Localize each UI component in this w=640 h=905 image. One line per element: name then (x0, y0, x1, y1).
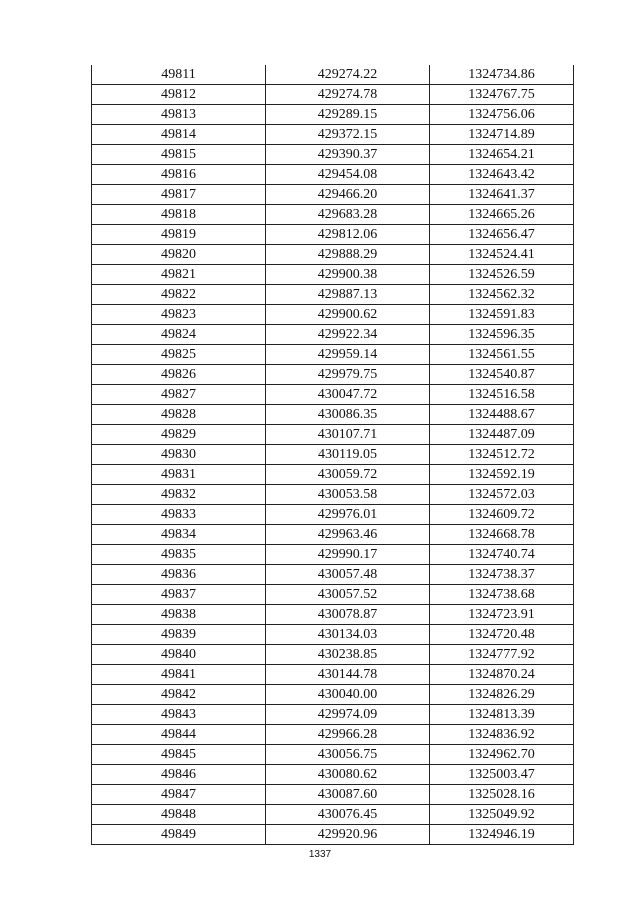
y-coordinate-cell: 1325028.16 (430, 785, 574, 805)
x-coordinate-cell: 430086.35 (266, 405, 430, 425)
x-coordinate-cell: 429454.08 (266, 165, 430, 185)
y-coordinate-cell: 1324562.32 (430, 285, 574, 305)
point-id-cell: 49840 (92, 645, 266, 665)
point-id-cell: 49832 (92, 485, 266, 505)
y-coordinate-cell: 1324756.06 (430, 105, 574, 125)
x-coordinate-cell: 429900.62 (266, 305, 430, 325)
table-row (92, 185, 574, 205)
point-id-cell: 49812 (92, 85, 266, 105)
y-coordinate-cell: 1324596.35 (430, 325, 574, 345)
table-row (92, 605, 574, 625)
y-coordinate-cell: 1324488.67 (430, 405, 574, 425)
y-coordinate-cell: 1324592.19 (430, 465, 574, 485)
x-coordinate-cell: 429812.06 (266, 225, 430, 245)
x-coordinate-cell: 430059.72 (266, 465, 430, 485)
table-row (92, 585, 574, 605)
x-coordinate-cell: 430057.48 (266, 565, 430, 585)
point-id-cell: 49828 (92, 405, 266, 425)
x-coordinate-cell: 429372.15 (266, 125, 430, 145)
y-coordinate-cell: 1324946.19 (430, 825, 574, 845)
point-id-cell: 49842 (92, 685, 266, 705)
x-coordinate-cell: 429976.01 (266, 505, 430, 525)
table-row (92, 65, 574, 85)
point-id-cell: 49833 (92, 505, 266, 525)
point-id-cell: 49848 (92, 805, 266, 825)
y-coordinate-cell: 1324777.92 (430, 645, 574, 665)
point-id-cell: 49838 (92, 605, 266, 625)
point-id-cell: 49819 (92, 225, 266, 245)
point-id-cell: 49816 (92, 165, 266, 185)
table-row (92, 85, 574, 105)
table-row (92, 425, 574, 445)
table-row (92, 285, 574, 305)
point-id-cell: 49820 (92, 245, 266, 265)
table-row (92, 325, 574, 345)
y-coordinate-cell: 1324740.74 (430, 545, 574, 565)
table-row (92, 505, 574, 525)
x-coordinate-cell: 430053.58 (266, 485, 430, 505)
y-coordinate-cell: 1324665.26 (430, 205, 574, 225)
point-id-cell: 49846 (92, 765, 266, 785)
table-row (92, 785, 574, 805)
y-coordinate-cell: 1324720.48 (430, 625, 574, 645)
y-coordinate-cell: 1324561.55 (430, 345, 574, 365)
y-coordinate-cell: 1324734.86 (430, 65, 574, 85)
y-coordinate-cell: 1325003.47 (430, 765, 574, 785)
point-id-cell: 49849 (92, 825, 266, 845)
y-coordinate-cell: 1324738.37 (430, 565, 574, 585)
x-coordinate-cell: 429974.09 (266, 705, 430, 725)
x-coordinate-cell: 430076.45 (266, 805, 430, 825)
x-coordinate-cell: 430056.75 (266, 745, 430, 765)
y-coordinate-cell: 1324767.75 (430, 85, 574, 105)
x-coordinate-cell: 430087.60 (266, 785, 430, 805)
x-coordinate-cell: 429289.15 (266, 105, 430, 125)
x-coordinate-cell: 430144.78 (266, 665, 430, 685)
point-id-cell: 49824 (92, 325, 266, 345)
table-row (92, 625, 574, 645)
y-coordinate-cell: 1324487.09 (430, 425, 574, 445)
y-coordinate-cell: 1324591.83 (430, 305, 574, 325)
y-coordinate-cell: 1324656.47 (430, 225, 574, 245)
point-id-cell: 49837 (92, 585, 266, 605)
table-row (92, 765, 574, 785)
y-coordinate-cell: 1324572.03 (430, 485, 574, 505)
point-id-cell: 49836 (92, 565, 266, 585)
y-coordinate-cell: 1324654.21 (430, 145, 574, 165)
point-id-cell: 49835 (92, 545, 266, 565)
y-coordinate-cell: 1324962.70 (430, 745, 574, 765)
y-coordinate-cell: 1324668.78 (430, 525, 574, 545)
point-id-cell: 49841 (92, 665, 266, 685)
y-coordinate-cell: 1324524.41 (430, 245, 574, 265)
table-row (92, 825, 574, 845)
table-row (92, 665, 574, 685)
y-coordinate-cell: 1324738.68 (430, 585, 574, 605)
table-row (92, 565, 574, 585)
point-id-cell: 49845 (92, 745, 266, 765)
y-coordinate-cell: 1324826.29 (430, 685, 574, 705)
x-coordinate-cell: 429390.37 (266, 145, 430, 165)
x-coordinate-cell: 429959.14 (266, 345, 430, 365)
x-coordinate-cell: 430134.03 (266, 625, 430, 645)
table-row (92, 105, 574, 125)
point-id-cell: 49818 (92, 205, 266, 225)
point-id-cell: 49821 (92, 265, 266, 285)
x-coordinate-cell: 429979.75 (266, 365, 430, 385)
x-coordinate-cell: 430040.00 (266, 685, 430, 705)
table-row (92, 165, 574, 185)
y-coordinate-cell: 1324714.89 (430, 125, 574, 145)
x-coordinate-cell: 429920.96 (266, 825, 430, 845)
table-row (92, 405, 574, 425)
coordinates-table (91, 65, 574, 845)
x-coordinate-cell: 430047.72 (266, 385, 430, 405)
table-row (92, 485, 574, 505)
y-coordinate-cell: 1324526.59 (430, 265, 574, 285)
table-row (92, 645, 574, 665)
point-id-cell: 49817 (92, 185, 266, 205)
x-coordinate-cell: 430057.52 (266, 585, 430, 605)
table-row (92, 805, 574, 825)
table-row (92, 345, 574, 365)
x-coordinate-cell: 429963.46 (266, 525, 430, 545)
x-coordinate-cell: 430119.05 (266, 445, 430, 465)
point-id-cell: 49823 (92, 305, 266, 325)
table-row (92, 445, 574, 465)
point-id-cell: 49815 (92, 145, 266, 165)
table-row (92, 685, 574, 705)
point-id-cell: 49826 (92, 365, 266, 385)
point-id-cell: 49822 (92, 285, 266, 305)
point-id-cell: 49847 (92, 785, 266, 805)
point-id-cell: 49814 (92, 125, 266, 145)
y-coordinate-cell: 1324723.91 (430, 605, 574, 625)
x-coordinate-cell: 429900.38 (266, 265, 430, 285)
table-row (92, 385, 574, 405)
y-coordinate-cell: 1324540.87 (430, 365, 574, 385)
page-number: 1337 (308, 849, 332, 860)
x-coordinate-cell: 429274.78 (266, 85, 430, 105)
y-coordinate-cell: 1324836.92 (430, 725, 574, 745)
x-coordinate-cell: 429888.29 (266, 245, 430, 265)
y-coordinate-cell: 1324643.42 (430, 165, 574, 185)
table-row (92, 525, 574, 545)
table-row (92, 265, 574, 285)
y-coordinate-cell: 1324512.72 (430, 445, 574, 465)
table-row (92, 705, 574, 725)
x-coordinate-cell: 430078.87 (266, 605, 430, 625)
table-row (92, 745, 574, 765)
x-coordinate-cell: 430238.85 (266, 645, 430, 665)
table-row (92, 205, 574, 225)
table-row (92, 365, 574, 385)
point-id-cell: 49844 (92, 725, 266, 745)
y-coordinate-cell: 1325049.92 (430, 805, 574, 825)
x-coordinate-cell: 429887.13 (266, 285, 430, 305)
x-coordinate-cell: 429274.22 (266, 65, 430, 85)
table-row (92, 465, 574, 485)
table-row (92, 145, 574, 165)
y-coordinate-cell: 1324641.37 (430, 185, 574, 205)
point-id-cell: 49825 (92, 345, 266, 365)
point-id-cell: 49811 (92, 65, 266, 85)
point-id-cell: 49827 (92, 385, 266, 405)
point-id-cell: 49831 (92, 465, 266, 485)
x-coordinate-cell: 429990.17 (266, 545, 430, 565)
x-coordinate-cell: 429683.28 (266, 205, 430, 225)
x-coordinate-cell: 429466.20 (266, 185, 430, 205)
x-coordinate-cell: 429966.28 (266, 725, 430, 745)
point-id-cell: 49839 (92, 625, 266, 645)
point-id-cell: 49843 (92, 705, 266, 725)
table-row (92, 125, 574, 145)
x-coordinate-cell: 430107.71 (266, 425, 430, 445)
point-id-cell: 49829 (92, 425, 266, 445)
coordinates-table-body (92, 65, 574, 845)
point-id-cell: 49830 (92, 445, 266, 465)
y-coordinate-cell: 1324813.39 (430, 705, 574, 725)
point-id-cell: 49834 (92, 525, 266, 545)
table-row (92, 225, 574, 245)
table-row (92, 305, 574, 325)
y-coordinate-cell: 1324609.72 (430, 505, 574, 525)
y-coordinate-cell: 1324870.24 (430, 665, 574, 685)
point-id-cell: 49813 (92, 105, 266, 125)
x-coordinate-cell: 430080.62 (266, 765, 430, 785)
table-row (92, 545, 574, 565)
x-coordinate-cell: 429922.34 (266, 325, 430, 345)
y-coordinate-cell: 1324516.58 (430, 385, 574, 405)
table-row (92, 245, 574, 265)
table-row (92, 725, 574, 745)
